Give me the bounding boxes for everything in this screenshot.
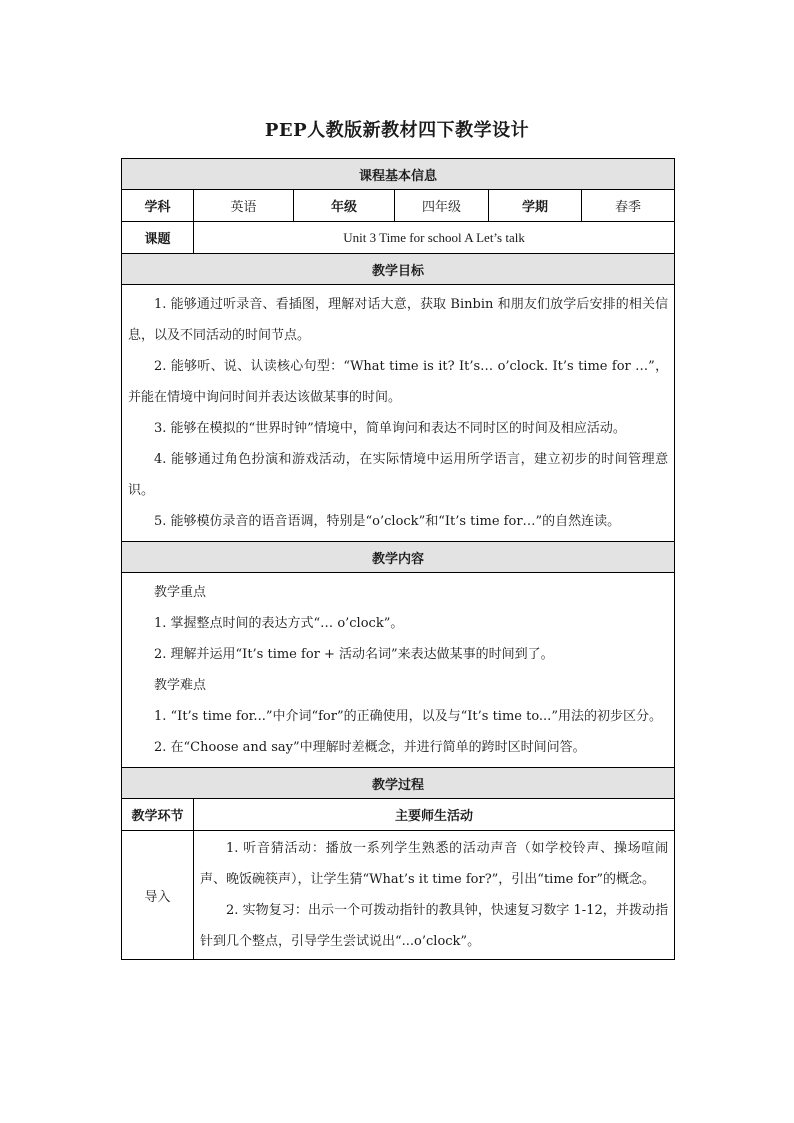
content-cell: [122, 573, 675, 768]
section-header-objectives: 教学目标: [122, 254, 675, 285]
process-row: [122, 831, 675, 960]
key-point-item: 2. 理解并运用“It’s time for + 活动名词”来表达做某事的时间到了。: [154, 647, 554, 662]
section-header-basic-info: 课程基本信息: [122, 159, 675, 190]
difficulties-title: 教学难点: [154, 678, 207, 693]
difficulty-item: 2. 在“Choose and say”中理解时差概念，并进行简单的跨时区时间问答。: [154, 740, 586, 755]
objective-item: 1. 能够通过听录音、看插图，理解对话大意，获取 Binbin 和朋友们放学后安排的相关信息，以及不同活动的时间节点。: [128, 297, 669, 343]
activity-cell: [194, 831, 675, 960]
objective-item: 4. 能够通过角色扮演和游戏活动，在实际情境中运用所学语言，建立初步的时间管理意识。: [128, 452, 669, 498]
term-value: 春季: [582, 190, 675, 222]
key-point-item: 1. 掌握整点时间的表达方式“… o’clock”。: [154, 616, 404, 631]
stage-name: 导入: [122, 831, 194, 960]
objective-item: 3. 能够在模拟的“世界时钟”情境中，简单询问和表达不同时区的时间及相应活动。: [154, 421, 626, 436]
objective-item: 5. 能够模仿录音的语音语调，特别是“o’clock”和“It’s time for…”的自然连读。: [154, 514, 621, 529]
difficulty-item: 1. “It’s time for...”中介词“for”的正确使用，以及与“It’s time to...”用法的初步区分。: [154, 709, 662, 724]
grade-value: 四年级: [395, 190, 489, 222]
page-title: PEP人教版新教材四下教学设计: [264, 120, 530, 141]
key-points-title: 教学重点: [154, 585, 207, 600]
objectives-cell: [122, 285, 675, 542]
grade-label: 年级: [294, 190, 395, 222]
course-label: 课题: [122, 222, 194, 254]
lesson-plan-table: [121, 158, 675, 960]
subject-label: 学科: [122, 190, 194, 222]
course-value: Unit 3 Time for school A Let’s talk: [194, 222, 675, 254]
activity-item: 2. 实物复习：出示一个可拨动指针的教具钟，快速复习数字 1-12，并拨动指针到几个整点，引导学生尝试说出“...o’clock”。: [200, 903, 669, 949]
column-header-stage: 教学环节: [122, 799, 194, 831]
term-label: 学期: [489, 190, 582, 222]
subject-value: 英语: [194, 190, 294, 222]
objective-item: 2. 能够听、说、认读核心句型：“What time is it? It’s… o’clock. It’s time for …”，并能在情境中询问时间并表达该做某事的时间。: [128, 359, 669, 405]
activity-item: 1. 听音猜活动：播放一系列学生熟悉的活动声音（如学校铃声、操场喧闹声、晚饭碗筷声），让学生猜“What’s it time for?”，引出“time for”的概念。: [200, 841, 669, 887]
section-header-process: 教学过程: [122, 768, 675, 799]
section-header-content: 教学内容: [122, 542, 675, 573]
column-header-activity: 主要师生活动: [194, 799, 675, 831]
